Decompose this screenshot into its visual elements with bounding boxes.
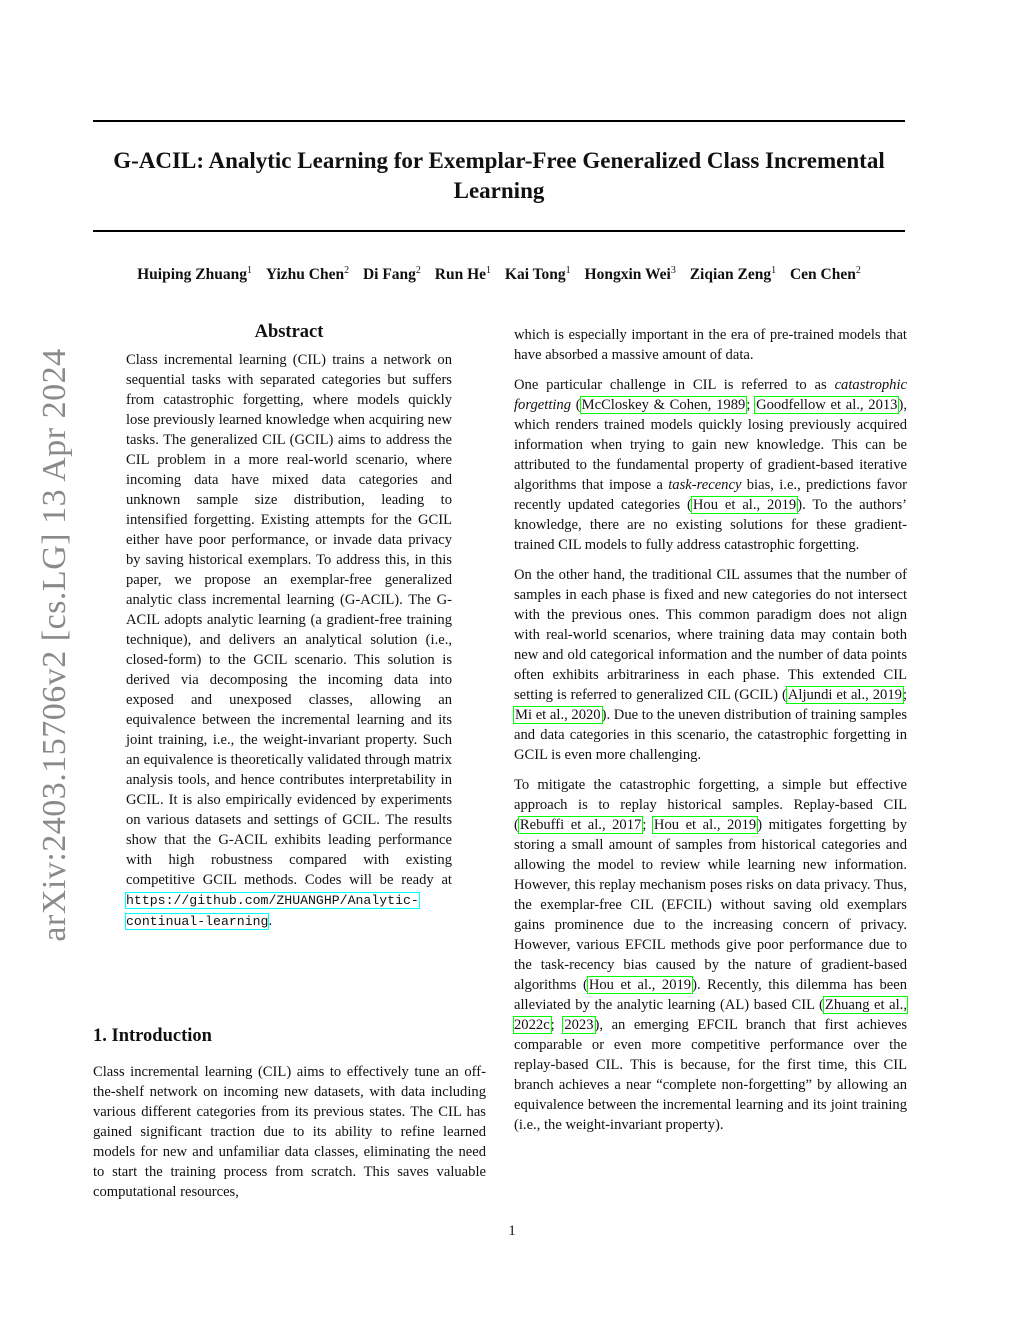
paragraph-generalized-cil: On the other hand, the traditional CIL assumes that the number of samples in each phase is fixed and new categories do not intersect with the previous ones. This common paradigm does not align with real-world scenarios, where training data may contain both new and old categorical information and the number of data points often exhibits arbitrariness in each phase. This extended CIL setting is referred to generalized CIL (GCIL) (Aljundi et al., 2019; Mi et al., 2020). Due to the uneven distribution of training samples and data categories in this scenario, the catastrophic forgetting in GCIL is even more challenging. <box>514 567 907 763</box>
abstract-body: Class incremental learning (CIL) trains a network on sequential tasks with separated categories but suffers from catastrophic forgetting, where models quickly lose previously learned knowledge when acquiring new tasks. The generalized CIL (GCIL) aims to address the CIL problem in a more real-world scenario, where incoming data have mixed data categories and unknown sample size distribution, leading to intensified forgetting. Existing attempts for the GCIL either have poor performance, or invade data privacy by saving historical exemplars. To address this, in this paper, we propose an exemplar-free generalized analytic class incremental learning (G-ACIL). The G-ACIL adopts analytic learning (a gradient-free training technique), and delivers an analytical solution (i.e., closed-form) to the GCIL scenario. This solution is derived via decomposing the incoming data into exposed and unexposed classes, allowing an equivalence between the incremental learning and its joint training, i.e., the weight-invariant property. Such an equivalence is theoretically validated through matrix analysis tools, and hence contributes interpretability in GCIL. It is also empirically evidenced by experiments on various datasets and settings of GCIL. The results show that the G-ACIL exhibits leading performance with high robustness compared with existing competitive GCIL methods. Codes will be ready at https://github.com/ZHUANGHP/Analytic-continual-learning. <box>126 352 452 929</box>
citation-link[interactable]: Hou et al., 2019 <box>692 497 797 513</box>
author: Hongxin Wei$^3$ <box>584 265 676 284</box>
author-list <box>60 265 938 284</box>
page-number: 1 <box>508 1223 516 1239</box>
title-bottom-rule <box>93 230 905 232</box>
left-column-text <box>93 1062 486 1212</box>
code-url-link[interactable]: https://github.com/ZHUANGHP/Analytic-continual-learning <box>126 893 419 929</box>
author: Di Fang$^2$ <box>362 265 421 284</box>
citation-link[interactable]: Hou et al., 2019 <box>653 817 757 833</box>
citation-link[interactable]: Aljundi et al., 2019 <box>787 687 902 703</box>
paragraph-continuation: which is especially important in the era of pre-trained models that have absorbed a massive amount of data. <box>514 327 907 363</box>
author: Kai Tong$^1$ <box>504 265 571 284</box>
title-top-rule <box>93 120 905 122</box>
citation-link[interactable]: 2023 <box>564 1017 594 1033</box>
section-heading-introduction: 1. Introduction <box>93 1026 212 1046</box>
abstract-heading: Abstract <box>254 322 324 342</box>
citation-link[interactable]: Zhuang et al., 2022c <box>514 997 907 1033</box>
citation-link[interactable]: McCloskey & Cohen, 1989 <box>581 397 746 413</box>
paragraph-catastrophic-forgetting: One particular challenge in CIL is referred to as catastrophic forgetting (McCloskey & Cohen, 1989; Goodfellow et al., 2013), which renders trained models quickly losing previously acquired information when trying to gain new knowledge. This can be attributed to the fundamental property of gradient-based iterative algorithms that impose a task-recency bias, i.e., predictions favor recently updated categories (Hou et al., 2019). To the authors’ knowledge, there are no existing solutions for these gradient-trained CIL models to fully address catastrophic forgetting. <box>514 377 907 553</box>
author: Ziqian Zeng$^1$ <box>689 265 777 284</box>
paragraph-replay: To mitigate the catastrophic forgetting, a simple but effective approach is to replay historical samples. Replay-based CIL (Rebuffi et al., 2017; Hou et al., 2019) mitigates forgetting by storing a small amount of samples from historical categories and allowing the model to review while learning new information. However, this replay mechanism poses risks on data privacy. Thus, the exemplar-free CIL (EFCIL) without saving old exemplars gains prominence due to the increasing concern of privacy. However, various EFCIL methods give poor performance due to the task-recency bias caused by the nature of gradient-based algorithms (Hou et al., 2019). Recently, this dilemma has been alleviated by the analytic learning (AL) based CIL (Zhuang et al., 2022c; 2023), an emerging EFCIL branch that first achieves comparable or even more competitive performance over the replay-based CIL. This is because, for the first time, this CIL branch achieves a near “complete non-forgetting” by allowing an equivalence between the incremental learning and its joint training (i.e., the weight-invariant property). <box>514 777 908 1133</box>
author: Run He$^1$ <box>434 265 492 284</box>
paper-title: G-ACIL: Analytic Learning for Exemplar-Free Generalized Class Incremental Learning <box>113 148 885 203</box>
citation-link[interactable]: Rebuffi et al., 2017 <box>519 817 642 833</box>
intro-paragraph: Class incremental learning (CIL) aims to effectively tune an off-the-shelf network on incoming new datasets, with data including various different categories from its previous states. The CIL has gained significant traction due to its ability to refine learned models for new and unfamiliar data classes, eliminating the need to start the training process from scratch. This saves valuable computational resources, <box>93 1064 486 1200</box>
author: Huiping Zhuang$^1$ <box>137 265 252 284</box>
citation-link[interactable]: Goodfellow et al., 2013 <box>756 397 898 413</box>
citation-link[interactable]: Mi et al., 2020 <box>515 707 601 723</box>
citation-link[interactable]: Hou et al., 2019 <box>588 977 692 993</box>
author: Yizhu Chen$^2$ <box>265 265 350 284</box>
right-column-text <box>514 325 907 1145</box>
author: Cen Chen$^2$ <box>789 265 861 284</box>
arxiv-id[interactable]: arXiv:2403.15706v2 [cs.LG] 13 Apr 2024 <box>36 348 73 942</box>
